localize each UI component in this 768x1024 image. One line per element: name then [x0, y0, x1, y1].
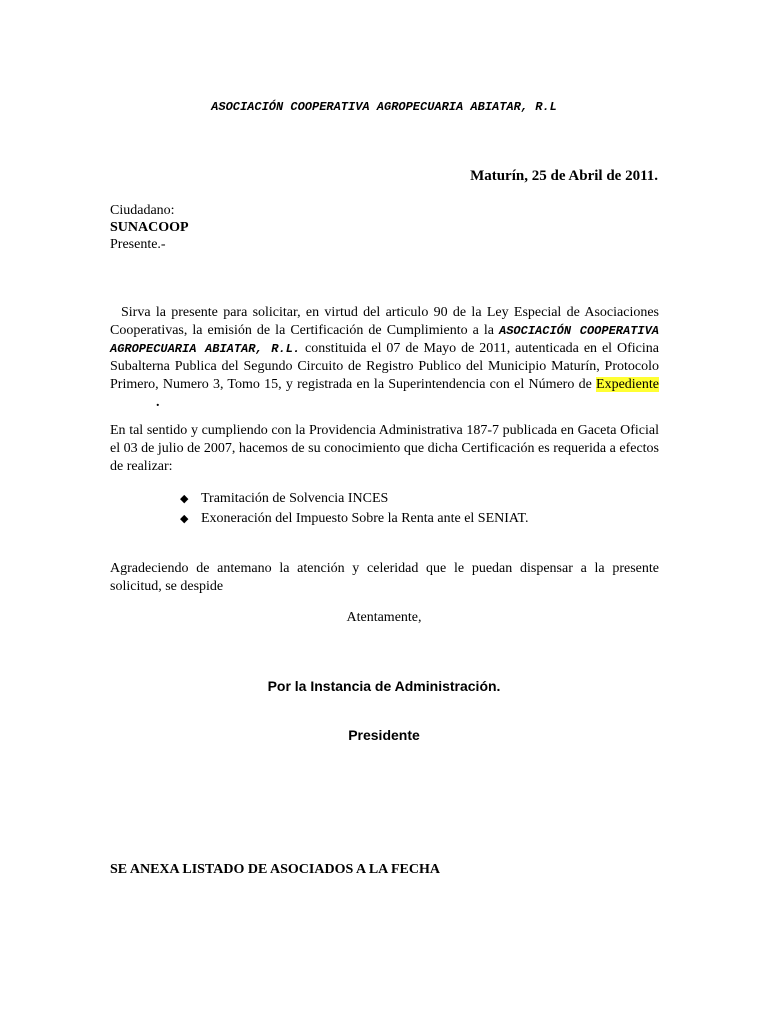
annex-note: SE ANEXA LISTADO DE ASOCIADOS A LA FECHA — [110, 862, 440, 877]
request-paragraph — [110, 304, 659, 412]
request-text-start: Sirva la presente para solicitar, en virtud del articulo 90 de la Ley Especial de Asociaciones Cooperativas, la emisión de la Certificación de Cumplimiento a la — [110, 305, 659, 338]
request-text-middle: constituida el 07 de Mayo de 2011, autenticada en el Oficina Subalterna Publica del Segundo Circuito de Registro Publico del Municipio Maturín, Protocolo Primero, Numero 3, Tomo 15, y registrada en la Superintendencia con el Número de — [110, 341, 659, 392]
recipient-name: SUNACOOP — [110, 220, 189, 235]
recipient-presente: Presente.- — [110, 237, 166, 252]
recipient-salutation: Ciudadano: — [110, 203, 175, 218]
signature-role: Presidente — [348, 727, 420, 743]
closing-regards: Atentamente, — [346, 610, 422, 625]
diamond-bullet-icon: ◆ — [180, 513, 189, 525]
diamond-bullet-icon: ◆ — [180, 493, 189, 505]
thanks-paragraph: Agradeciendo de antemano la atención y celeridad que le puedan dispensar a la presente solicitud, se despide — [110, 561, 659, 594]
organization-header: ASOCIACIÓN COOPERATIVA AGROPECUARIA ABIATAR, R.L — [211, 100, 557, 114]
signature-instance: Por la Instancia de Administración. — [267, 678, 501, 694]
list-item-text: Exoneración del Impuesto Sobre la Renta ante el SENIAT. — [201, 511, 529, 526]
request-text-end: . — [156, 395, 160, 410]
purpose-list — [180, 489, 528, 529]
date-line: Maturín, 25 de Abril de 2011. — [470, 168, 658, 184]
expediente-highlight: Expediente — [596, 377, 660, 392]
list-item — [180, 509, 528, 529]
cooperative-name-inline: ASOCIACIÓN COOPERATIVA AGROPECUARIA ABIATAR, R.L. — [110, 324, 659, 356]
list-item — [180, 489, 528, 509]
list-item-text: Tramitación de Solvencia INCES — [201, 491, 389, 506]
context-paragraph: En tal sentido y cumpliendo con la Providencia Administrativa 187-7 publicada en Gaceta Oficial el 03 de julio de 2007, hacemos de su conocimiento que dicha Certificación es requerida a efectos de realizar: — [110, 423, 659, 474]
